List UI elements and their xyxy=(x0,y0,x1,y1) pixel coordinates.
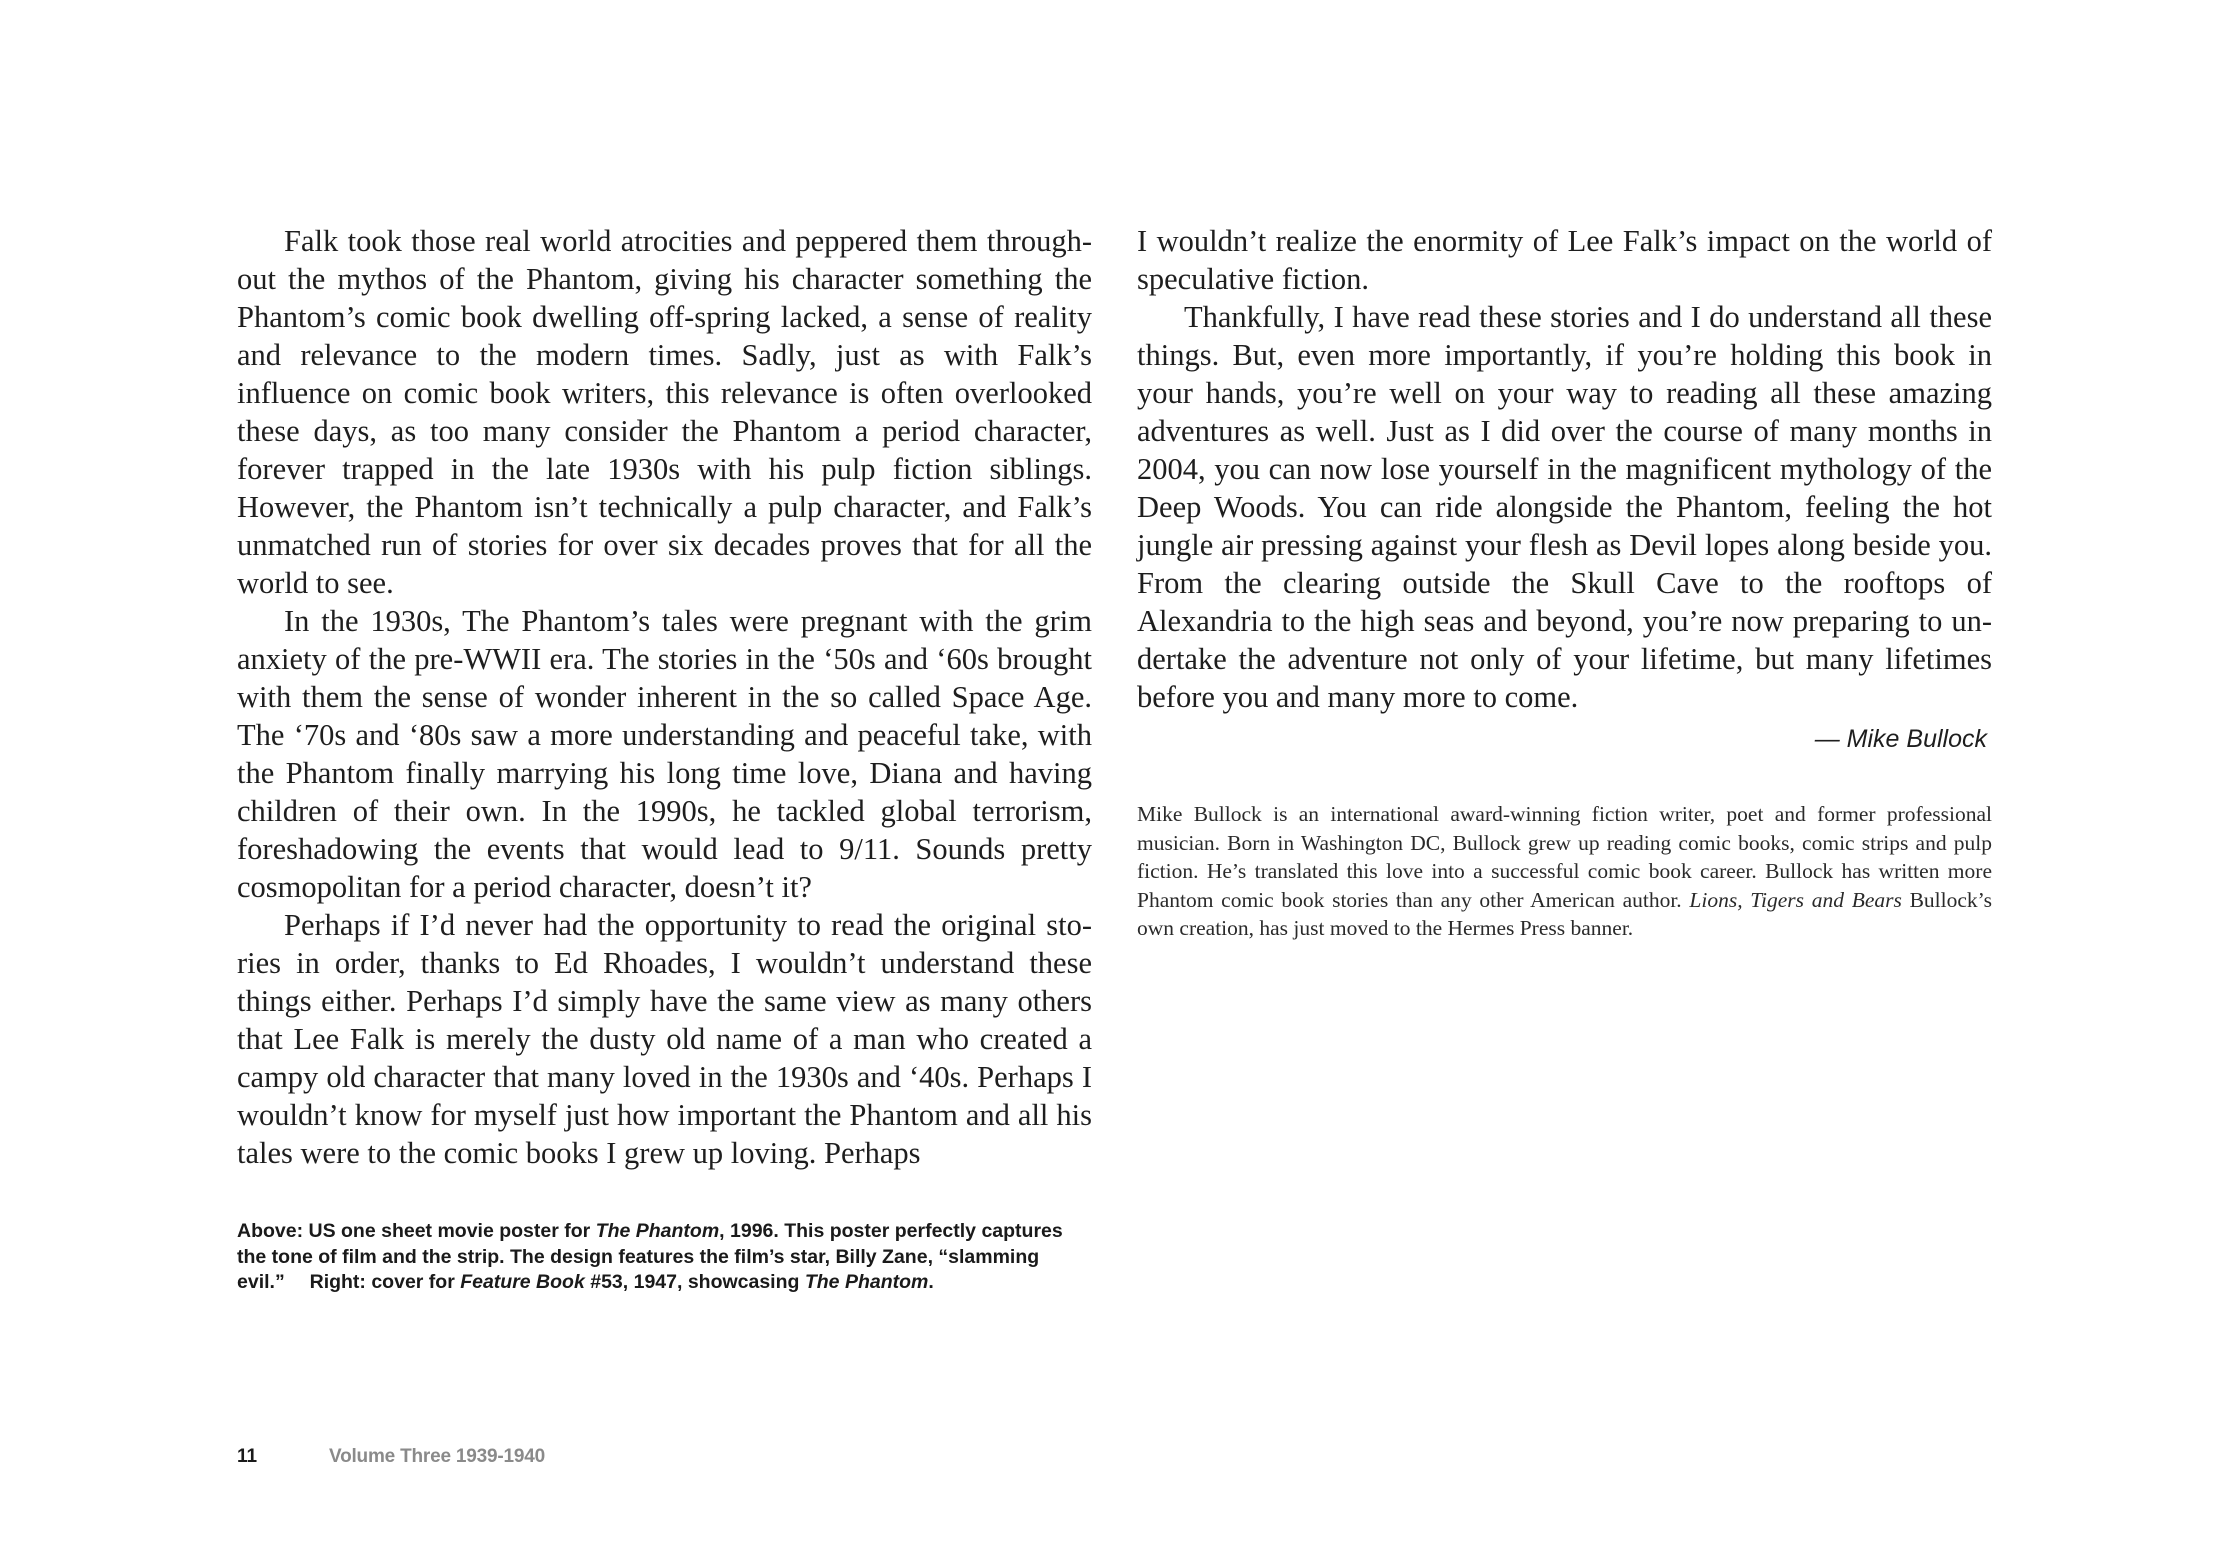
bio-text: Mike Bullock is an international award-winning fiction writer, poet and former professional musician. Born in Washington DC, Bullock grew up reading comic books, comic strips and pulp fiction. He’s translated this love into a successful comic book career. Bullock has written more Phantom comic book stories than any other American author. xyxy=(1137,802,1992,912)
running-title: Volume Three 1939-1940 xyxy=(329,1446,545,1467)
caption-text: Above: US one sheet movie poster for xyxy=(237,1220,596,1242)
page-footer xyxy=(237,1445,545,1469)
caption-title: The Phantom xyxy=(595,1220,720,1242)
right-text-column xyxy=(1137,222,1992,943)
body-paragraph: Perhaps if I’d never had the opportunity to read the original stories in order, thanks to Ed Rhoades, I wouldn’t understand these things either. Perhaps I’d simply have the same view as many others that Lee Falk is merely the dusty old name of a man who created a campy old character that many loved in the 1930s and ‘40s. Perhaps I wouldn’t know for myself just how important the Phantom and all his tales were to the comic books I grew up loving. Perhaps xyxy=(237,908,1092,1170)
caption-title: The Phantom xyxy=(804,1271,929,1293)
caption-text: . xyxy=(928,1271,934,1293)
caption-title: Feature Book xyxy=(460,1271,585,1293)
caption-text: , 1996. This poster perfectly captures the tone of film and the strip. The design features the film’s star, Billy Zane, “slamming evil.” Right: cover for xyxy=(237,1220,1063,1293)
image-caption xyxy=(237,1219,1067,1296)
author-bio xyxy=(1137,800,1992,943)
bio-text-end: Bullock’s own creation, has just moved to the Hermes Press banner. xyxy=(1137,887,1993,940)
page-number: 11 xyxy=(237,1446,258,1467)
body-paragraph: Falk took those real world atrocities and peppered them throughout the mythos of the Phantom, giving his character something the Phantom’s comic book dwelling off-spring lacked, a sense of reality and relevance to the modern times. Sadly, just as with Falk’s influence on comic book writers, this relevance is often overlooked these days, as too many consider the Phantom a period character, forever trapped in the late 1930s with his pulp fiction siblings. However, the Phantom isn’t technically a pulp character, and Falk’s unmatched run of stories for over six decades proves that for all the world to see. xyxy=(237,224,1092,600)
author-signature: — Mike Bullock xyxy=(1814,725,1987,753)
bio-book-title: Lions, Tigers and Bears xyxy=(1689,887,1902,912)
continued-paragraph: I wouldn’t realize the enormity of Lee Falk’s impact on the world of speculative fiction. xyxy=(1137,224,1992,296)
caption-text: #53, 1947, showcasing xyxy=(584,1271,805,1293)
body-paragraph: Thankfully, I have read these stories and I do understand all these things. But, even more importantly, if you’re holding this book in your hands, you’re well on your way to reading all these amazing adventures as well. Just as I did over the course of many months in 2004, you can now lose yourself in the magnificent mythology of the Deep Woods. You can ride alongside the Phantom, feeling the hot jungle air pressing against your flesh as Devil lopes along beside you. From the clearing outside the Skull Cave to the rooftops of Alexandria to the high seas and beyond, you’re now preparing to undertake the adventure not only of your lifetime, but many lifetimes before you and many more to come. xyxy=(1137,300,1992,714)
body-paragraph: In the 1930s, The Phantom’s tales were pregnant with the grim anxiety of the pre-WWII era. The stories in the ‘50s and ‘60s brought with them the sense of wonder inherent in the so called Space Age. The ‘70s and ‘80s saw a more understanding and peaceful take, with the Phantom finally marrying his long time love, Diana and having children of their own. In the 1990s, he tackled global terrorism, foreshadowing the events that would lead to 9/11. Sounds pretty cosmopolitan for a period character, doesn’t it? xyxy=(237,604,1092,904)
left-text-column xyxy=(237,222,1092,1172)
